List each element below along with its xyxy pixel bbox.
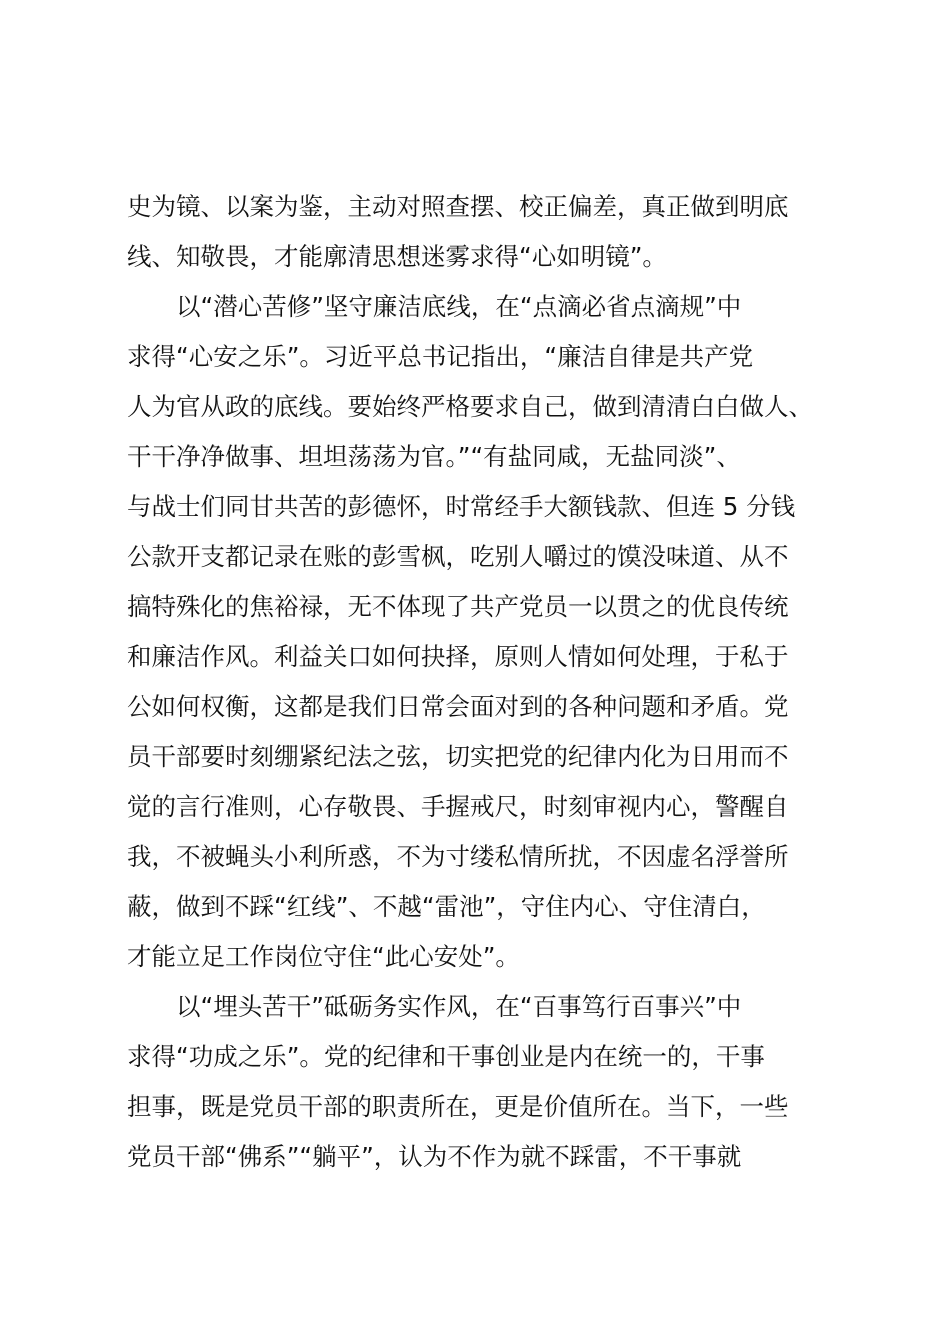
text-line: 员干部要时刻绷紧纪法之弦，切实把党的纪律内化为日用而不 [127,742,789,771]
text-line: 与战士们同甘共苦的彭德怀，时常经手大额钱款、但连 5 分钱 [127,492,796,521]
text-line: 和廉洁作风。利益关口如何抉择，原则人情如何处理，于私于 [127,642,789,671]
text-line: 人为官从政的底线。要始终严格要求自己，做到清清白白做人、 [127,392,813,421]
text-line: 求得“心安之乐”。习近平总书记指出，“廉洁自律是共产党 [127,342,754,371]
body-text [127,182,857,1182]
text-line: 线、知敬畏，才能廓清思想迷雾求得“心如明镜”。 [127,242,667,271]
text-line: 担事，既是党员干部的职责所在，更是价值所在。当下，一些 [127,1092,789,1121]
text-line: 搞特殊化的焦裕禄，无不体现了共产党员一以贯之的优良传统 [127,592,789,621]
text-line: 觉的言行准则，心存敬畏、手握戒尺，时刻审视内心，警醒自 [127,792,789,821]
text-line: 公款开支都记录在账的彭雪枫，吃别人嚼过的馍没味道、从不 [127,542,789,571]
text-line: 才能立足工作岗位守住“此心安处”。 [127,942,520,971]
text-line: 求得“功成之乐”。党的纪律和干事创业是内在统一的，干事 [127,1042,765,1071]
paragraph-start-line: 以“埋头苦干”砥砺务实作风，在“百事笃行百事兴”中 [176,992,742,1021]
text-line: 蔽，做到不踩“红线”、不越“雷池”，守住内心、守住清白， [127,892,766,921]
paragraph-start-line: 以“潜心苦修”坚守廉洁底线，在“点滴必省点滴规”中 [176,292,742,321]
text-line: 干干净净做事、坦坦荡荡为官。”“有盐同咸，无盐同淡”、 [127,442,741,471]
text-line: 我，不被蝇头小利所惑，不为寸缕私情所扰，不因虚名浮誉所 [127,842,789,871]
text-line: 党员干部“佛系”“躺平”，认为不作为就不踩雷，不干事就 [127,1142,742,1171]
text-line: 公如何权衡，这都是我们日常会面对到的各种问题和矛盾。党 [127,692,789,721]
text-line: 史为镜、以案为鉴，主动对照查摆、校正偏差，真正做到明底 [127,192,789,221]
